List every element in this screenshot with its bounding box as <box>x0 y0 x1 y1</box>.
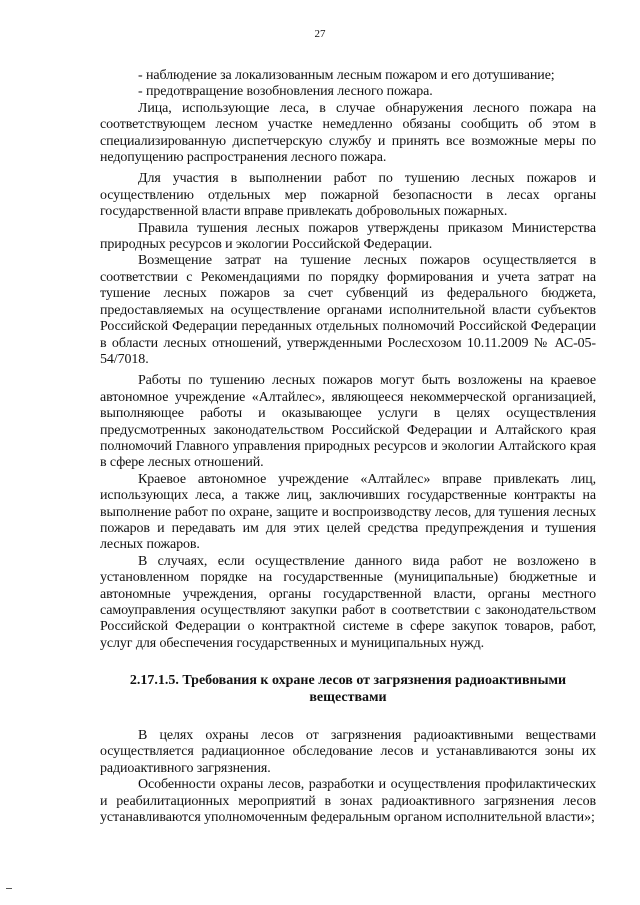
paragraph-radiation-survey: В целях охраны лесов от загрязнения радиоактивными веществами осуществляется радиационное обследование лесов и устанавливаются зоны их радиоактивного загрязнения. <box>100 728 596 776</box>
paragraph-costs: Возмещение затрат на тушение лесных пожаров осуществляется в соответствии с Рекомендациями по порядку формирования и учета затрат на тушение лесных пожаров за счет субвенций из федерального бюджета, предоставляемых на осуществление органами исполнительной власти субъектов Российской Федерации переданных отдельных полномочий Российской Федерации в области лесных отношений, утвержденными Рослесхозом 10.11.2009 № АС-05-54/7018. <box>100 253 596 367</box>
paragraph-altailes-rights: Краевое автономное учреждение «Алтайлес» вправе привлекать лиц, использующих леса, а также лиц, заключивших государственные контракты на выполнение работ по охране, защите и воспроизводству лесов, для тушения лесных пожаров и передавать им для этих целей средства предупреждения и тушения лесных пожаров. <box>100 471 596 553</box>
paragraph-altailes-work: Работы по тушению лесных пожаров могут быть возложены на краевое автономное учреждение «Алтайлес», являющееся некоммерческой организацией, выполняющее работы и оказывающее услуги в целях осуществления предусмотренных законодательством Российской Федерации и Алтайского края полномочий Главного управления природных ресурсов и экологии Алтайского края в сфере лесных отношений. <box>100 373 596 471</box>
paragraph-monitoring: - наблюдение за локализованным лесным пожаром и его дотушивание; <box>138 68 555 83</box>
paragraph-radiation-measures: Особенности охраны лесов, разработки и осуществления профилактических и реабилитационных мероприятий в зонах радиоактивного загрязнения лесов устанавливаются уполномоченным федеральным органом исполнительной власти»; <box>100 777 596 826</box>
section-heading: 2.17.1.5. Требования к охране лесов от загрязнения радиоактивными веществами <box>129 673 567 705</box>
paragraph-rules: Правила тушения лесных пожаров утверждены приказом Министерства природных ресурсов и экологии Российской Федерации. <box>100 220 596 253</box>
paragraph-volunteers: Для участия в выполнении работ по тушению лесных пожаров и осуществлению отдельных мер пожарной безопасности в лесах органы государственной власти вправе привлекать добровольных пожарных. <box>100 171 596 220</box>
document-body <box>100 68 596 826</box>
paragraph-procurement: В случаях, если осуществление данного вида работ не возложено в установленном порядке на государственные (муниципальные) бюджетные и автономные учреждения, органы государственной власти, органы местного самоуправления осуществляют закупки работ в соответствии с законодательством Российской Федерации о контрактной системе в сфере закупок товаров, работ, услуг для обеспечения государственных и муниципальных нужд. <box>100 553 596 651</box>
paragraph-forest-users: Лица, использующие леса, в случае обнаружения лесного пожара на соответствующем лесном участке немедленно обязаны сообщить об этом в специализированную диспетчерскую службу и принять все возможные меры по недопущению распространения лесного пожара. <box>100 100 596 166</box>
page-number: 27 <box>314 28 326 40</box>
paragraph-prevention: - предотвращение возобновления лесного пожара. <box>138 84 433 100</box>
margin-mark <box>6 888 12 889</box>
